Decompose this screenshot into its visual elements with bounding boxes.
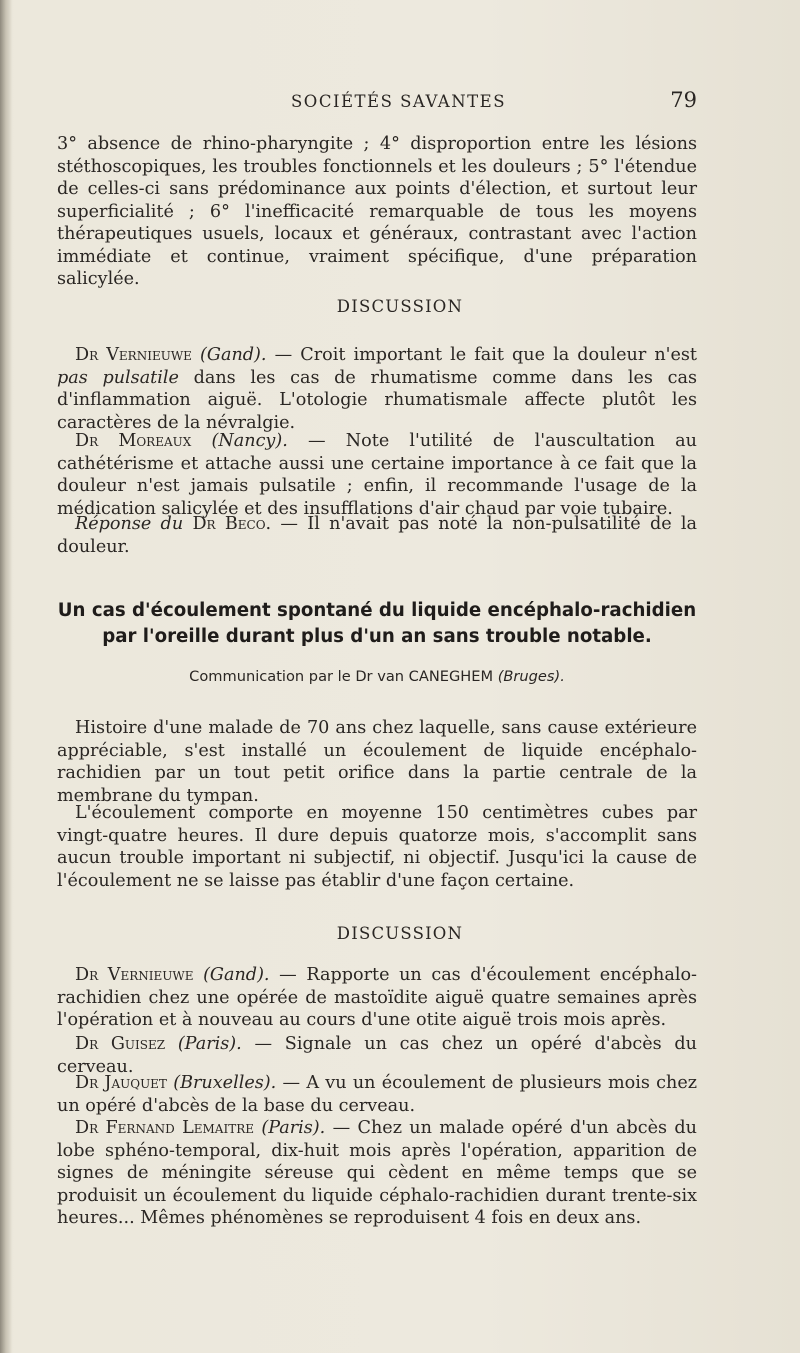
article-title <box>57 598 697 650</box>
article-title-line2: par l'oreille durant plus d'un an sans trouble notable. <box>102 626 652 647</box>
speaker-name: Dr Fernand Lemaitre <box>75 1118 254 1138</box>
statement-text: — Note l'utilité de l'auscultation au cathétérisme et attache aussi une certaine importance à ce fait que la douleur n'est jamais pulsatile ; enfin, il recommande l'usage de la médication salicylée et des insufflations d'air chaud par voie tubaire. <box>57 431 697 519</box>
speaker-name: Dr Guisez <box>75 1034 166 1054</box>
statement-text: — Croit important le fait que la douleur n'est <box>266 345 697 365</box>
statement-text: — A vu un écoulement de plusieurs mois chez un opéré d'abcès de la base du cerveau. <box>57 1073 698 1116</box>
discussion-heading-2: DISCUSSION <box>336 924 464 943</box>
emphasis-text: pas pulsatile <box>57 367 179 388</box>
article-paragraph-1 <box>57 717 697 807</box>
statement-text: — Signale un cas chez un opéré d'abcès du cerveau. <box>57 1034 697 1077</box>
author-city: (Bruges). <box>497 668 565 685</box>
speaker-city: (Bruxelles). <box>173 1073 277 1093</box>
speaker-name: Dr Moreaux <box>75 431 192 451</box>
speaker-name: Dr Vernieuwe <box>75 965 194 985</box>
discussion1-reponse <box>57 513 697 558</box>
author-line: Communication par le Dr van CANEGHEM <box>189 668 494 685</box>
speaker-name: Dr Beco. <box>192 514 272 534</box>
statement-text: — Chez un malade opéré d'un abcès du lobe sphéno-temporal, dix-huit mois après l'opération, apparition de signes de méningite séreuse qui cèdent en même temps que se produisit un écoulement du liquide céphalo-rachidien durant trente-six heures... Mêmes phénomènes se reproduisent 4 fois en deux ans. <box>57 1118 697 1228</box>
discussion1-vernieuwe <box>57 344 697 434</box>
speaker-city: (Gand). <box>203 965 270 985</box>
article-paragraph-2 <box>57 802 697 892</box>
statement-text: — Il n'avait pas noté la non-pulsatilité de la douleur. <box>57 514 697 557</box>
speaker-city: (Gand). <box>200 345 267 365</box>
page-binding-shadow <box>0 0 12 1353</box>
speaker-name: Dr Vernieuwe <box>75 345 192 365</box>
speaker-city: (Paris). <box>177 1034 242 1054</box>
article-text: L'écoulement comporte en moyenne 150 centimètres cubes par vingt-quatre heures. Il dure depuis quatorze mois, s'accomplit sans aucun trouble important ni subjectif, ni objectif. Jusqu'ici la cause de l'écoulement ne se laisse pas établir d'une façon certaine. <box>57 803 697 891</box>
page-header <box>57 88 697 118</box>
discussion1-moreaux <box>57 430 697 520</box>
article-title-line1: Un cas d'écoulement spontané du liquide encéphalo-rachidien <box>57 600 697 621</box>
speaker-city: (Nancy). <box>211 431 288 451</box>
statement-text: dans les cas de rhumatisme comme dans les cas d'inflammation aiguë. L'otologie rhumatismale affecte plutôt les caractères de la névralgie. <box>57 367 697 433</box>
intro-paragraph: 3° absence de rhino-pharyngite ; 4° disproportion entre les lésions stéthoscopiques, les troubles fonctionnels et les douleurs ; 5° l'étendue de celles-ci sans prédominance aux points d'élection, et surtout leur superficialité ; 6° l'inefficacité remarquable de tous les moyens thérapeutiques usuels, locaux et généraux, contrastant avec l'action immédiate et continue, vraiment spécifique, d'une préparation salicylée. <box>57 134 697 289</box>
speaker-city: (Paris). <box>261 1118 326 1138</box>
speaker-name: Dr Jauquet <box>75 1073 167 1093</box>
discussion2-lemaitre <box>57 1117 697 1230</box>
statement-text: — Rapporte un cas d'écoulement encéphalo-rachidien chez une opérée de mastoïdite aiguë quatre semaines après l'opération et à nouveau au cours d'une otite aiguë trois mois après. <box>57 965 697 1030</box>
page-number: 79 <box>670 88 697 112</box>
article-text: Histoire d'une malade de 70 ans chez laquelle, sans cause extérieure appréciable, s'est installé un écoulement de liquide encéphalo-rachidien par un tout petit orifice dans la partie centrale de la membrane du tympan. <box>57 718 697 806</box>
discussion2-jauquet <box>57 1072 697 1117</box>
reply-label: Réponse du <box>75 514 184 534</box>
discussion2-vernieuwe <box>57 964 697 1032</box>
article-subtitle <box>57 668 697 685</box>
discussion-heading-1: DISCUSSION <box>336 297 464 316</box>
running-title: SOCIÉTÉS SAVANTES <box>291 92 507 111</box>
